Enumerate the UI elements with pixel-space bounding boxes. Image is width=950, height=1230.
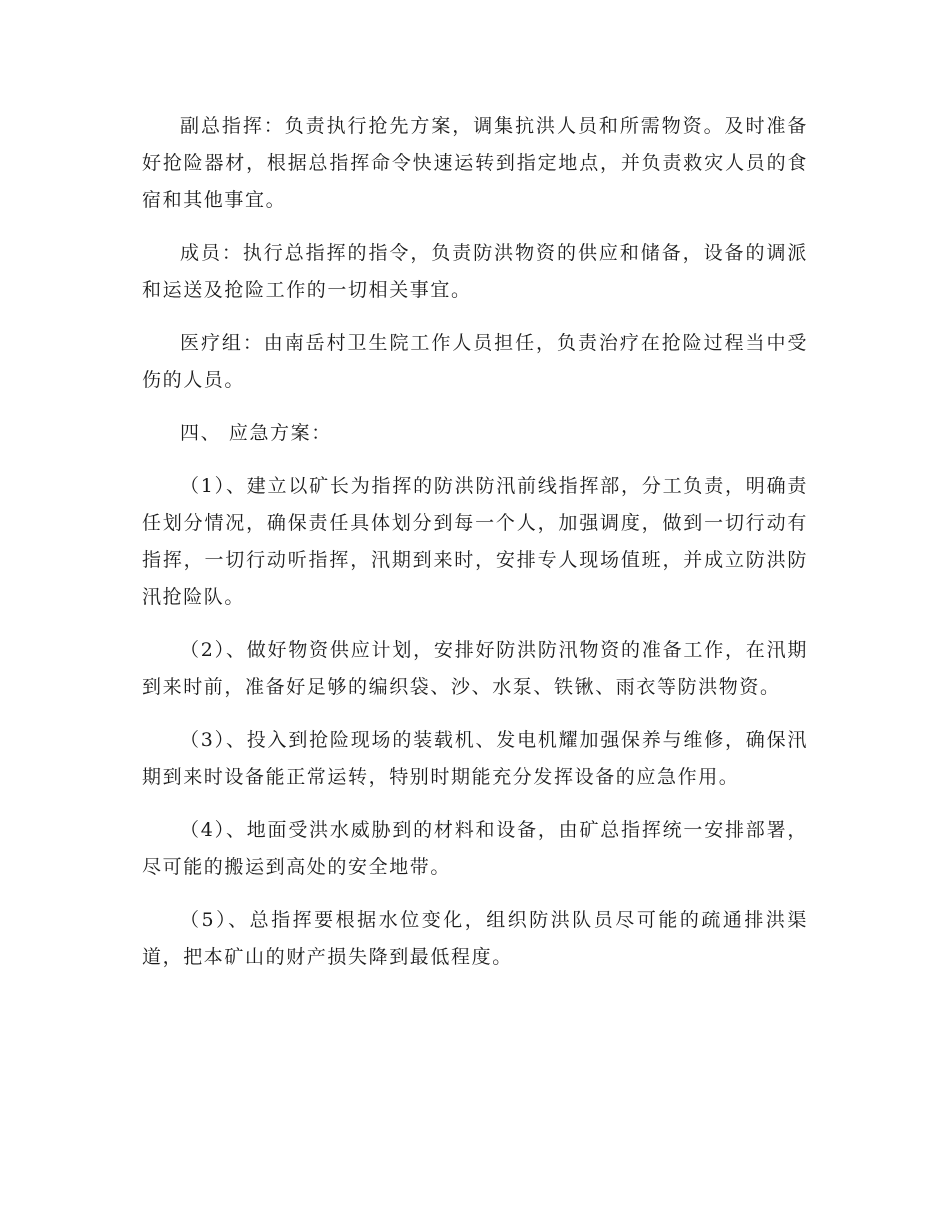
paragraph-item-2: （2）、做好物资供应计划，安排好防洪防汛物资的准备工作，在汛期到来时前，准备好足够的编织袋、沙、水泵、铁锹、雨衣等防洪物资。 bbox=[142, 639, 808, 698]
paragraph-item-5: （5）、总指挥要根据水位变化，组织防洪队员尽可能的疏通排洪渠道，把本矿山的财产损失降到最低程度。 bbox=[142, 909, 808, 968]
paragraph-members: 成员：执行总指挥的指令，负责防洪物资的供应和储备，设备的调派和运送及抢险工作的一切相关事宜。 bbox=[142, 242, 808, 301]
paragraph-item-1: （1）、建立以矿长为指挥的防洪防汛前线指挥部，分工负责，明确责任划分情况，确保责任具体划分到每一个人，加强调度，做到一切行动有指挥，一切行动听指挥，汛期到来时，安排专人现场值班，并成立防洪防汛抢险队。 bbox=[142, 475, 808, 608]
document-body bbox=[142, 108, 808, 992]
paragraph-item-4: （4）、地面受洪水威胁到的材料和设备，由矿总指挥统一安排部署，尽可能的搬运到高处的安全地带。 bbox=[142, 819, 808, 878]
paragraph-deputy-commander: 副总指挥：负责执行抢先方案，调集抗洪人员和所需物资。及时准备好抢险器材，根据总指挥命令快速运转到指定地点，并负责救灾人员的食宿和其他事宜。 bbox=[142, 115, 808, 211]
paragraph-medical-team: 医疗组：由南岳村卫生院工作人员担任，负责治疗在抢险过程当中受伤的人员。 bbox=[142, 332, 808, 391]
section-heading-emergency-plan: 四、 应急方案： bbox=[180, 422, 332, 444]
paragraph-item-3: （3）、投入到抢险现场的装载机、发电机耀加强保养与维修，确保汛期到来时设备能正常运转，特别时期能充分发挥设备的应急作用。 bbox=[142, 729, 808, 788]
